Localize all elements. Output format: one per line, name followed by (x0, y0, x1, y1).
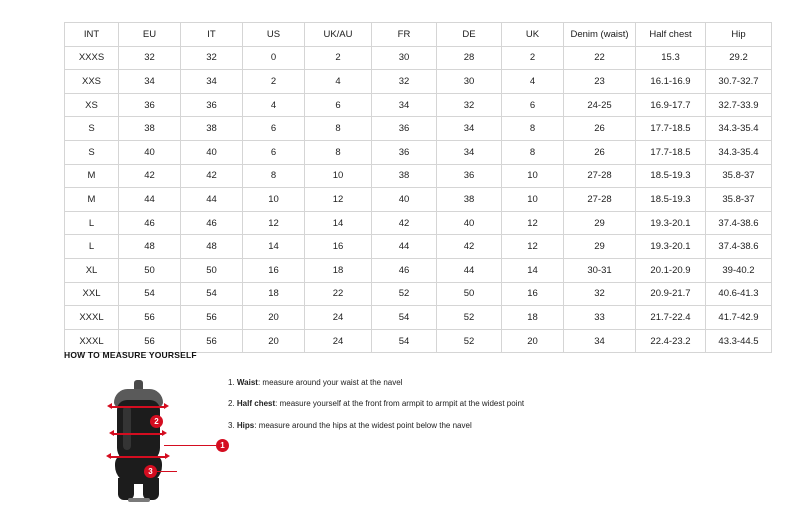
cell-denim-waist: 22 (564, 46, 636, 70)
cell-uk: 8 (502, 117, 564, 141)
instruction-hips (228, 421, 744, 431)
instruction-half-chest-term: Half chest (236, 399, 276, 409)
column-header-it: IT (181, 23, 243, 47)
cell-hip: 41.7-42.9 (706, 306, 772, 330)
mannequin-stand (128, 498, 150, 502)
cell-int: XXL (65, 282, 119, 306)
cell-denim-waist: 32 (564, 282, 636, 306)
cell-fr: 34 (372, 93, 437, 117)
cell-uk: 6 (502, 93, 564, 117)
cell-uk-au: 6 (305, 93, 372, 117)
cell-half-chest: 16.1-16.9 (636, 70, 706, 94)
cell-int: M (65, 164, 119, 188)
cell-eu: 44 (119, 188, 181, 212)
mannequin-figure (64, 370, 225, 500)
mannequin-right-leg (143, 478, 159, 500)
cell-de: 52 (437, 306, 502, 330)
table-header-row (65, 23, 772, 47)
cell-us: 10 (243, 188, 305, 212)
cell-uk-au: 12 (305, 188, 372, 212)
how-to-measure-body (64, 370, 744, 500)
instruction-waist-term: Waist (236, 378, 258, 387)
cell-fr: 30 (372, 46, 437, 70)
hip-measure-line (111, 456, 165, 458)
cell-hip: 34.3-35.4 (706, 117, 772, 141)
mannequin-highlight (123, 406, 131, 450)
cell-fr: 36 (372, 117, 437, 141)
cell-it: 36 (181, 93, 243, 117)
waist-measure-line (114, 433, 162, 435)
cell-us: 18 (243, 282, 305, 306)
cell-eu: 54 (119, 282, 181, 306)
instruction-half-chest-number: 2. (228, 399, 235, 409)
cell-uk: 10 (502, 164, 564, 188)
cell-uk-au: 24 (305, 306, 372, 330)
cell-de: 30 (437, 70, 502, 94)
cell-it: 34 (181, 70, 243, 94)
cell-half-chest: 19.3-20.1 (636, 211, 706, 235)
how-to-measure-title: HOW TO MEASURE YOURSELF (64, 350, 197, 360)
cell-denim-waist: 26 (564, 117, 636, 141)
column-header-hip: Hip (706, 23, 772, 47)
hip-arrow-left-icon (106, 453, 111, 459)
cell-uk: 4 (502, 70, 564, 94)
cell-us: 0 (243, 46, 305, 70)
cell-eu: 56 (119, 329, 181, 353)
cell-uk-au: 2 (305, 46, 372, 70)
chest-arrow-left-icon (107, 403, 112, 409)
cell-uk-au: 4 (305, 70, 372, 94)
cell-hip: 39-40.2 (706, 258, 772, 282)
cell-int: S (65, 140, 119, 164)
cell-int: XXS (65, 70, 119, 94)
half-chest-measure-line (112, 406, 164, 408)
cell-us: 8 (243, 164, 305, 188)
callout-marker-3: 3 (144, 465, 157, 478)
cell-uk: 12 (502, 235, 564, 259)
instruction-waist (228, 378, 744, 388)
cell-hip: 34.3-35.4 (706, 140, 772, 164)
cell-uk-au: 14 (305, 211, 372, 235)
cell-half-chest: 18.5-19.3 (636, 164, 706, 188)
cell-int: XXXL (65, 306, 119, 330)
mannequin-icon (110, 380, 166, 492)
cell-us: 20 (243, 306, 305, 330)
cell-de: 44 (437, 258, 502, 282)
cell-half-chest: 20.1-20.9 (636, 258, 706, 282)
cell-int: XL (65, 258, 119, 282)
cell-uk: 18 (502, 306, 564, 330)
cell-denim-waist: 24-25 (564, 93, 636, 117)
cell-half-chest: 16.9-17.7 (636, 93, 706, 117)
cell-half-chest: 17.7-18.5 (636, 140, 706, 164)
cell-de: 34 (437, 117, 502, 141)
cell-half-chest: 20.9-21.7 (636, 282, 706, 306)
cell-denim-waist: 23 (564, 70, 636, 94)
table-row (65, 117, 772, 141)
cell-uk: 2 (502, 46, 564, 70)
cell-it: 54 (181, 282, 243, 306)
instruction-waist-text: : measure around your waist at the navel (257, 378, 403, 387)
cell-de: 38 (437, 188, 502, 212)
size-table (64, 22, 772, 353)
cell-int: XXXL (65, 329, 119, 353)
cell-denim-waist: 30-31 (564, 258, 636, 282)
cell-it: 40 (181, 140, 243, 164)
cell-hip: 35.8-37 (706, 188, 772, 212)
cell-uk-au: 16 (305, 235, 372, 259)
column-header-de: DE (437, 23, 502, 47)
cell-eu: 40 (119, 140, 181, 164)
cell-fr: 46 (372, 258, 437, 282)
cell-uk: 12 (502, 211, 564, 235)
waist-arrow-left-icon (109, 430, 114, 436)
cell-hip: 30.7-32.7 (706, 70, 772, 94)
cell-uk: 8 (502, 140, 564, 164)
table-row (65, 211, 772, 235)
table-row (65, 46, 772, 70)
table-row (65, 306, 772, 330)
table-row (65, 70, 772, 94)
cell-eu: 34 (119, 70, 181, 94)
column-header-int: INT (65, 23, 119, 47)
cell-it: 44 (181, 188, 243, 212)
table-row (65, 93, 772, 117)
column-header-denim-waist: Denim (waist) (564, 23, 636, 47)
cell-us: 4 (243, 93, 305, 117)
instruction-hips-text: : measure around the hips at the widest point below the navel (254, 420, 472, 430)
cell-denim-waist: 29 (564, 211, 636, 235)
cell-uk: 10 (502, 188, 564, 212)
cell-eu: 32 (119, 46, 181, 70)
table-row (65, 188, 772, 212)
cell-denim-waist: 29 (564, 235, 636, 259)
cell-de: 36 (437, 164, 502, 188)
callout-marker-2: 2 (150, 415, 163, 428)
cell-fr: 44 (372, 235, 437, 259)
cell-hip: 29.2 (706, 46, 772, 70)
cell-us: 6 (243, 117, 305, 141)
cell-it: 46 (181, 211, 243, 235)
table-row (65, 235, 772, 259)
cell-eu: 48 (119, 235, 181, 259)
chest-arrow-right-icon (164, 403, 169, 409)
measure-instructions (228, 378, 744, 442)
how-to-measure-section (64, 350, 744, 500)
column-header-half-chest: Half chest (636, 23, 706, 47)
cell-int: M (65, 188, 119, 212)
cell-us: 2 (243, 70, 305, 94)
cell-eu: 38 (119, 117, 181, 141)
instruction-half-chest (228, 399, 744, 409)
callout-3-leader-line (157, 471, 177, 472)
cell-int: S (65, 117, 119, 141)
cell-fr: 52 (372, 282, 437, 306)
hip-arrow-right-icon (165, 453, 170, 459)
cell-eu: 50 (119, 258, 181, 282)
cell-us: 6 (243, 140, 305, 164)
table-body (65, 46, 772, 353)
cell-it: 56 (181, 329, 243, 353)
cell-hip: 37.4-38.6 (706, 211, 772, 235)
callout-marker-1: 1 (216, 439, 229, 452)
cell-int: XXXS (65, 46, 119, 70)
cell-hip: 35.8-37 (706, 164, 772, 188)
cell-int: L (65, 235, 119, 259)
instruction-hips-term: Hips (236, 420, 255, 430)
cell-denim-waist: 26 (564, 140, 636, 164)
cell-fr: 36 (372, 140, 437, 164)
instruction-hips-number: 3. (228, 420, 235, 430)
cell-de: 28 (437, 46, 502, 70)
cell-int: L (65, 211, 119, 235)
cell-fr: 42 (372, 211, 437, 235)
column-header-us: US (243, 23, 305, 47)
cell-fr: 38 (372, 164, 437, 188)
cell-denim-waist: 34 (564, 329, 636, 353)
cell-us: 20 (243, 329, 305, 353)
cell-uk-au: 10 (305, 164, 372, 188)
cell-uk: 16 (502, 282, 564, 306)
cell-de: 50 (437, 282, 502, 306)
cell-fr: 32 (372, 70, 437, 94)
cell-it: 38 (181, 117, 243, 141)
cell-denim-waist: 27-28 (564, 188, 636, 212)
cell-us: 12 (243, 211, 305, 235)
instruction-waist-number: 1. (228, 378, 235, 387)
cell-denim-waist: 33 (564, 306, 636, 330)
cell-hip: 32.7-33.9 (706, 93, 772, 117)
cell-denim-waist: 27-28 (564, 164, 636, 188)
cell-uk-au: 8 (305, 140, 372, 164)
table-row (65, 140, 772, 164)
column-header-uk-au: UK/AU (305, 23, 372, 47)
cell-eu: 36 (119, 93, 181, 117)
cell-fr: 54 (372, 329, 437, 353)
cell-eu: 56 (119, 306, 181, 330)
cell-us: 14 (243, 235, 305, 259)
cell-it: 48 (181, 235, 243, 259)
cell-uk: 14 (502, 258, 564, 282)
column-header-fr: FR (372, 23, 437, 47)
instruction-half-chest-text: : measure yourself at the front from armpit to armpit at the widest point (275, 399, 525, 409)
table-row (65, 164, 772, 188)
cell-de: 34 (437, 140, 502, 164)
cell-uk-au: 24 (305, 329, 372, 353)
callout-1-leader-line (164, 445, 216, 446)
cell-fr: 40 (372, 188, 437, 212)
column-header-eu: EU (119, 23, 181, 47)
column-header-uk: UK (502, 23, 564, 47)
cell-it: 32 (181, 46, 243, 70)
cell-uk: 20 (502, 329, 564, 353)
cell-half-chest: 17.7-18.5 (636, 117, 706, 141)
cell-half-chest: 18.5-19.3 (636, 188, 706, 212)
cell-it: 42 (181, 164, 243, 188)
cell-eu: 42 (119, 164, 181, 188)
cell-de: 52 (437, 329, 502, 353)
cell-it: 50 (181, 258, 243, 282)
cell-de: 42 (437, 235, 502, 259)
size-chart (64, 22, 759, 353)
cell-hip: 40.6-41.3 (706, 282, 772, 306)
cell-it: 56 (181, 306, 243, 330)
cell-de: 32 (437, 93, 502, 117)
cell-hip: 37.4-38.6 (706, 235, 772, 259)
cell-int: XS (65, 93, 119, 117)
cell-uk-au: 18 (305, 258, 372, 282)
cell-uk-au: 8 (305, 117, 372, 141)
cell-uk-au: 22 (305, 282, 372, 306)
cell-fr: 54 (372, 306, 437, 330)
table-row (65, 282, 772, 306)
cell-eu: 46 (119, 211, 181, 235)
cell-hip: 43.3-44.5 (706, 329, 772, 353)
table-row (65, 258, 772, 282)
waist-arrow-right-icon (162, 430, 167, 436)
cell-de: 40 (437, 211, 502, 235)
cell-half-chest: 22.4-23.2 (636, 329, 706, 353)
cell-half-chest: 15.3 (636, 46, 706, 70)
cell-us: 16 (243, 258, 305, 282)
cell-half-chest: 21.7-22.4 (636, 306, 706, 330)
cell-half-chest: 19.3-20.1 (636, 235, 706, 259)
table-header (65, 23, 772, 47)
mannequin-left-leg (118, 478, 134, 500)
